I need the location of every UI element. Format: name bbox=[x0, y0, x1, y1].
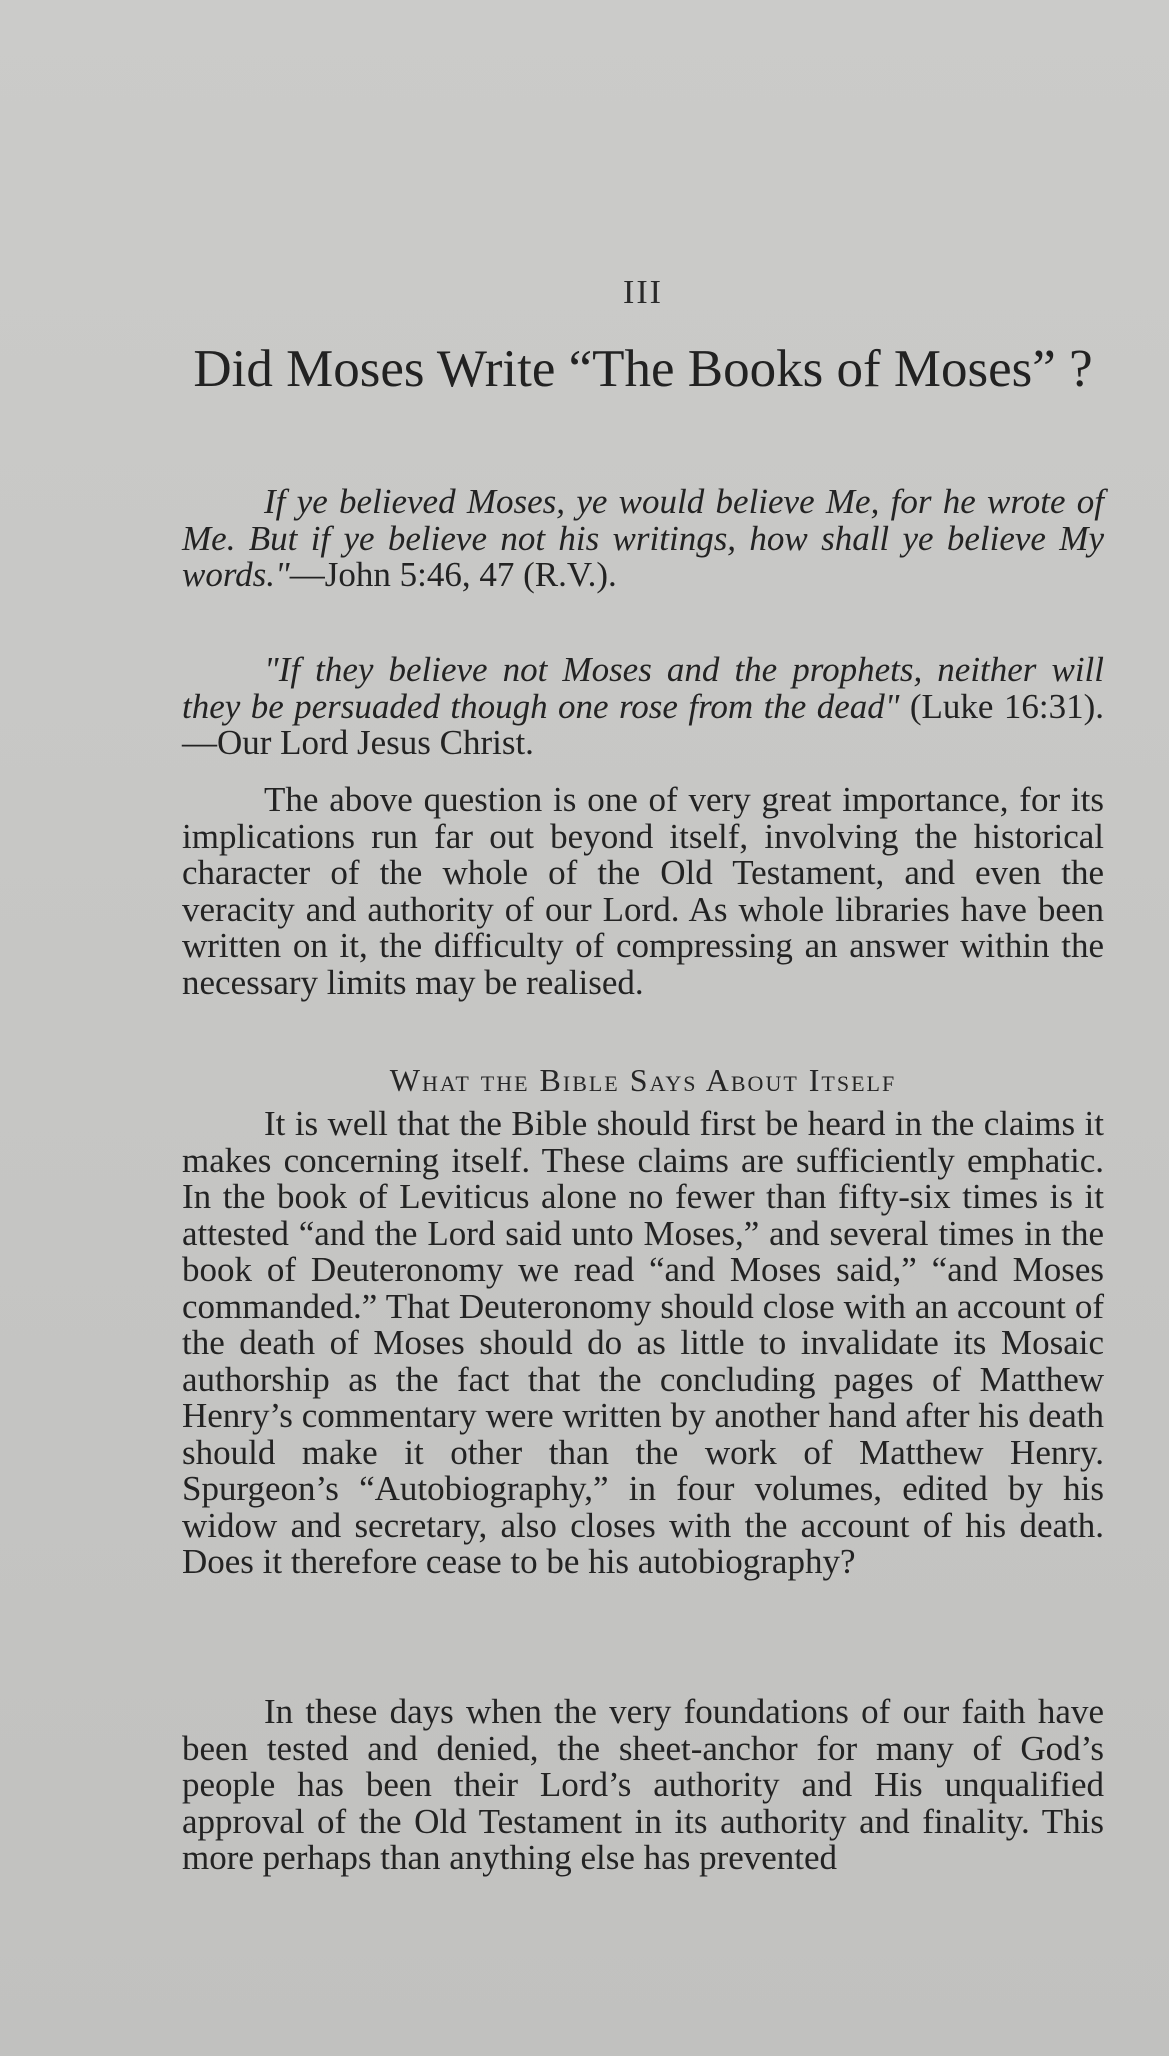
epigraph-luke bbox=[182, 652, 1104, 762]
chapter-title: Did Moses Write “The Books of Moses” ? bbox=[193, 340, 1093, 398]
paragraph-text: In these days when the very foundations of our faith have been tested and denied, the sheet-anchor for many of God’s people has been their Lord’s authority and His unqualified approval of the Old Testament in its authority and finality. This more perhaps than anything else has prevented bbox=[182, 1692, 1104, 1877]
section-heading: What the Bible Says About Itself bbox=[389, 1062, 897, 1098]
epigraph-quote: "If they believe not Moses and the prophets, neither will they be persuaded though one rose from the dead" bbox=[182, 650, 1104, 726]
epigraph-reference: (Luke 16:31).—Our Lord Jesus Christ. bbox=[182, 686, 1105, 762]
paragraph-text: The above question is one of very great importance, for its implications run far out beyond itself, involving the historical character of the whole of the Old Testament, and even the veracity and authority of our Lord. As whole libraries have been written on it, the difficulty of compressing an answer within the necessary limits may be realised. bbox=[182, 780, 1104, 1002]
intro-paragraph bbox=[182, 782, 1104, 1001]
epigraph-reference: —John 5:46, 47 (R.V.). bbox=[289, 555, 617, 594]
epigraph-john bbox=[182, 484, 1104, 594]
section-paragraph bbox=[182, 1694, 1104, 1877]
section-paragraph bbox=[182, 1106, 1104, 1581]
epigraph-quote: If ye believed Moses, ye would believe Me, for he wrote of Me. But if ye believe not his writings, how shall ye believe My words." bbox=[182, 482, 1104, 594]
chapter-number: III bbox=[623, 274, 663, 311]
paragraph-text: It is well that the Bible should first be heard in the claims it makes concerning itself. These claims are sufficiently emphatic. In the book of Leviticus alone no fewer than fifty-six times is it attested “and the Lord said unto Moses,” and several times in the book of Deuteronomy we read “and Moses said,” “and Moses commanded.” That Deuteronomy should close with an account of the death of Moses should do as little to invalidate its Mosaic authorship as the fact that the concluding pages of Matthew Henry’s commentary were written by another hand after his death should make it other than the work of Matthew Henry. Spurgeon’s “Autobiography,” in four volumes, edited by his widow and secretary, also closes with the account of his death. Does it therefore cease to be his autobiography? bbox=[182, 1104, 1104, 1581]
